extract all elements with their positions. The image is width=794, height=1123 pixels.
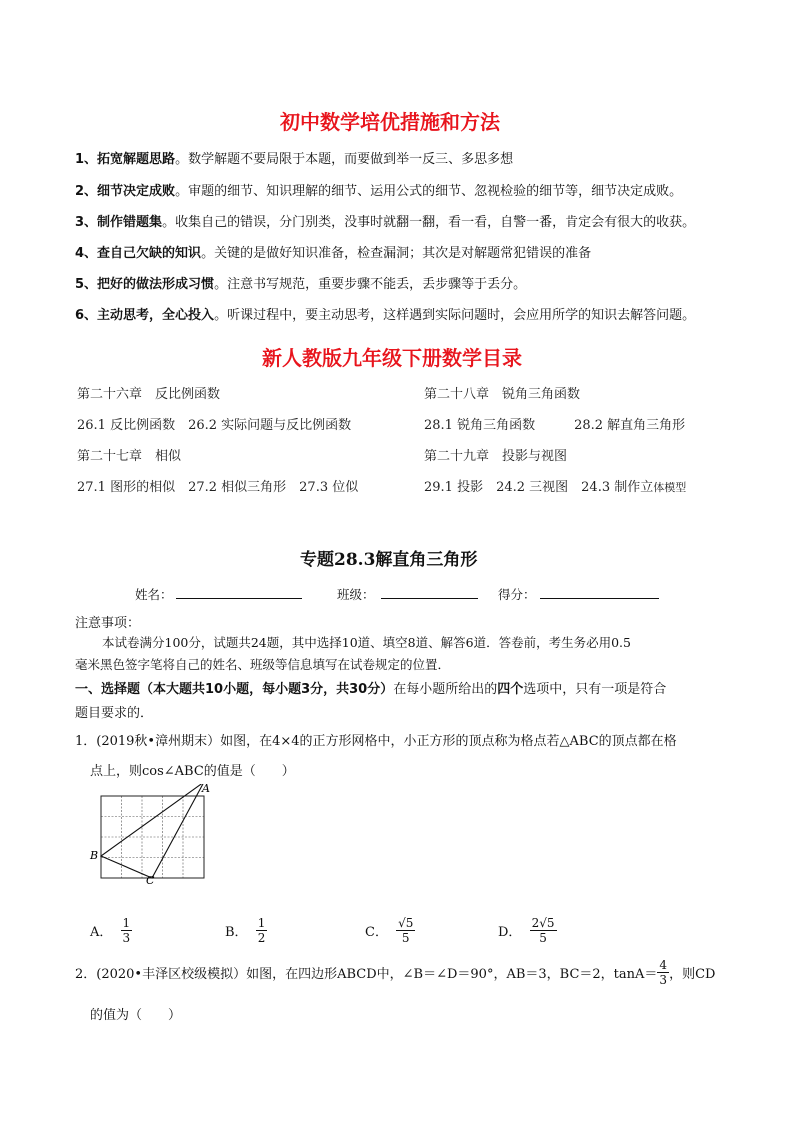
toc-chapter-27-sections: 27.1 图形的相似 27.2 相似三角形 27.3 位似 [77, 480, 359, 495]
tip-bold: 拓宽解题思路 [97, 152, 176, 167]
score-label: 得分： [498, 587, 536, 602]
option-fraction [396, 916, 415, 945]
tip-text: 。听课过程中，要主动思考，这样遇到实际问题时，会应用所学的知识去解答问题。 [214, 308, 696, 323]
tip-text: 。收集自己的错误，分门别类，没事时就翻一翻，看一看，自警一番，肯定会有很大的收获。 [162, 215, 696, 230]
option-letter: D． [498, 925, 522, 940]
score-field-line[interactable] [540, 598, 659, 599]
toc-chapter-28: 第二十八章 锐角三角函数 [424, 387, 581, 402]
frac-den: 5 [401, 931, 410, 945]
option-fraction [256, 916, 268, 945]
q1-option-b[interactable] [225, 916, 267, 945]
toc-title: 新人教版九年级下册数学目录 [262, 346, 522, 370]
q2-text-a: 2．(2020•丰泽区校级模拟）如图，在四边形ABCD中，∠B＝∠D＝90°，AB＝3，BC＝2，tanA＝ [75, 967, 658, 982]
class-field-line[interactable] [381, 598, 478, 599]
toc-chapter-29: 第二十九章 投影与视图 [424, 449, 568, 464]
notes-line-1: 本试卷满分100分，试题共24题，其中选择10道、填空8道、解答6道．答卷前，考生务必用0.5 [102, 635, 631, 650]
q1-option-a[interactable] [90, 916, 132, 945]
name-label: 姓名： [135, 587, 173, 602]
frac-num: 2√5 [531, 916, 555, 930]
option-letter: A． [90, 925, 113, 940]
toc-chapter-28-sections: 28.1 锐角三角函数 28.2 解直角三角形 [424, 418, 686, 433]
tip-bold: 主动思考，全心投入 [97, 308, 215, 323]
frac-den: 5 [539, 931, 547, 945]
tip-num: 5、 [75, 277, 98, 292]
tip-num: 3、 [75, 215, 98, 230]
tip-item-5 [75, 273, 526, 292]
point-label-c: C [146, 874, 155, 884]
option-fraction [121, 916, 133, 945]
option-letter: C． [365, 925, 388, 940]
tip-text: 。注意书写规范，重要步骤不能丢，丢步骤等于丢分。 [214, 277, 527, 292]
tip-num: 2、 [75, 184, 98, 199]
tip-item-1 [75, 148, 513, 167]
toc-chapter-26: 第二十六章 反比例函数 [77, 387, 221, 402]
tip-num: 6、 [75, 308, 98, 323]
frac-num: 1 [257, 916, 266, 930]
q2-fraction [657, 958, 669, 987]
frac-num: 4 [659, 958, 668, 972]
toc-chapter-27: 第二十七章 相似 [77, 449, 182, 464]
tip-text: 。数学解题不要局限于本题，而要做到举一反三、多思多想 [175, 152, 514, 167]
section-1-bold-2: 四个 [497, 682, 524, 697]
section-1-line-2: 题目要求的． [75, 706, 154, 721]
point-label-b: B [90, 849, 99, 862]
q1-option-c[interactable] [365, 916, 415, 945]
toc-sec-text: 29.1 投影 24.2 三视图 24.3 制作立 [424, 480, 654, 495]
q2-line-1 [75, 958, 715, 987]
q1-line-1: 1．(2019秋•漳州期末）如图，在4×4的正方形网格中，小正方形的顶点称为格点若△ABC的顶点都在格 [75, 734, 677, 749]
section-1-rest: 选项中，只有一项是符合 [523, 682, 667, 697]
tip-num: 4、 [75, 246, 98, 261]
section-1-bold: 一、选择题（本大题共10小题，每小题3分，共30分） [75, 682, 394, 697]
q2-line-2: 的值为（ ） [90, 1008, 182, 1023]
tip-bold: 制作错题集 [97, 215, 163, 230]
section-1-heading [75, 678, 666, 697]
tip-bold: 查自己欠缺的知识 [97, 246, 202, 261]
tip-bold: 把好的做法形成习惯 [97, 277, 215, 292]
frac-den: 2 [257, 931, 266, 945]
section-1-mid: 在每小题所给出的 [393, 682, 498, 697]
q2-text-b: ，则CD [669, 967, 716, 982]
frac-num: 1 [122, 916, 131, 930]
notes-line-2: 毫米黑色签字笔将自己的姓名、班级等信息填写在试卷规定的位置． [75, 657, 451, 672]
tip-bold: 细节决定成败 [97, 184, 176, 199]
class-label: 班级： [337, 587, 375, 602]
q1-option-d[interactable] [498, 916, 557, 945]
exam-title: 专题28.3解直角三角形 [300, 550, 478, 570]
tip-item-6 [75, 304, 695, 323]
tip-text: 。审题的细节、知识理解的细节、运用公式的细节、忽视检验的细节等，细节决定成败。 [175, 184, 683, 199]
tip-text: 。关键的是做好知识准备，检查漏洞；其次是对解题常犯错误的准备 [201, 246, 592, 261]
frac-den: 3 [122, 931, 131, 945]
toc-chapter-29-sections [424, 476, 686, 495]
option-letter: B． [225, 925, 248, 940]
q1-grid-figure [88, 784, 218, 884]
frac-num: √5 [398, 916, 414, 930]
q1-line-2: 点上，则cos∠ABC的值是（ ） [90, 764, 295, 779]
grid-lines [101, 796, 204, 878]
tip-item-2 [75, 180, 682, 199]
notes-label: 注意事项： [75, 616, 141, 631]
triangle-abc [101, 784, 204, 878]
point-label-a: A [202, 784, 210, 795]
toc-sec-small: 体模型 [653, 481, 687, 494]
tips-title: 初中数学培优措施和方法 [280, 110, 500, 134]
tip-item-4 [75, 242, 591, 261]
toc-chapter-26-sections: 26.1 反比例函数 26.2 实际问题与反比例函数 [77, 418, 352, 433]
option-fraction [530, 916, 557, 945]
tip-num: 1、 [75, 152, 98, 167]
frac-den: 3 [659, 973, 668, 987]
name-field-line[interactable] [176, 598, 302, 599]
tip-item-3 [75, 211, 695, 230]
